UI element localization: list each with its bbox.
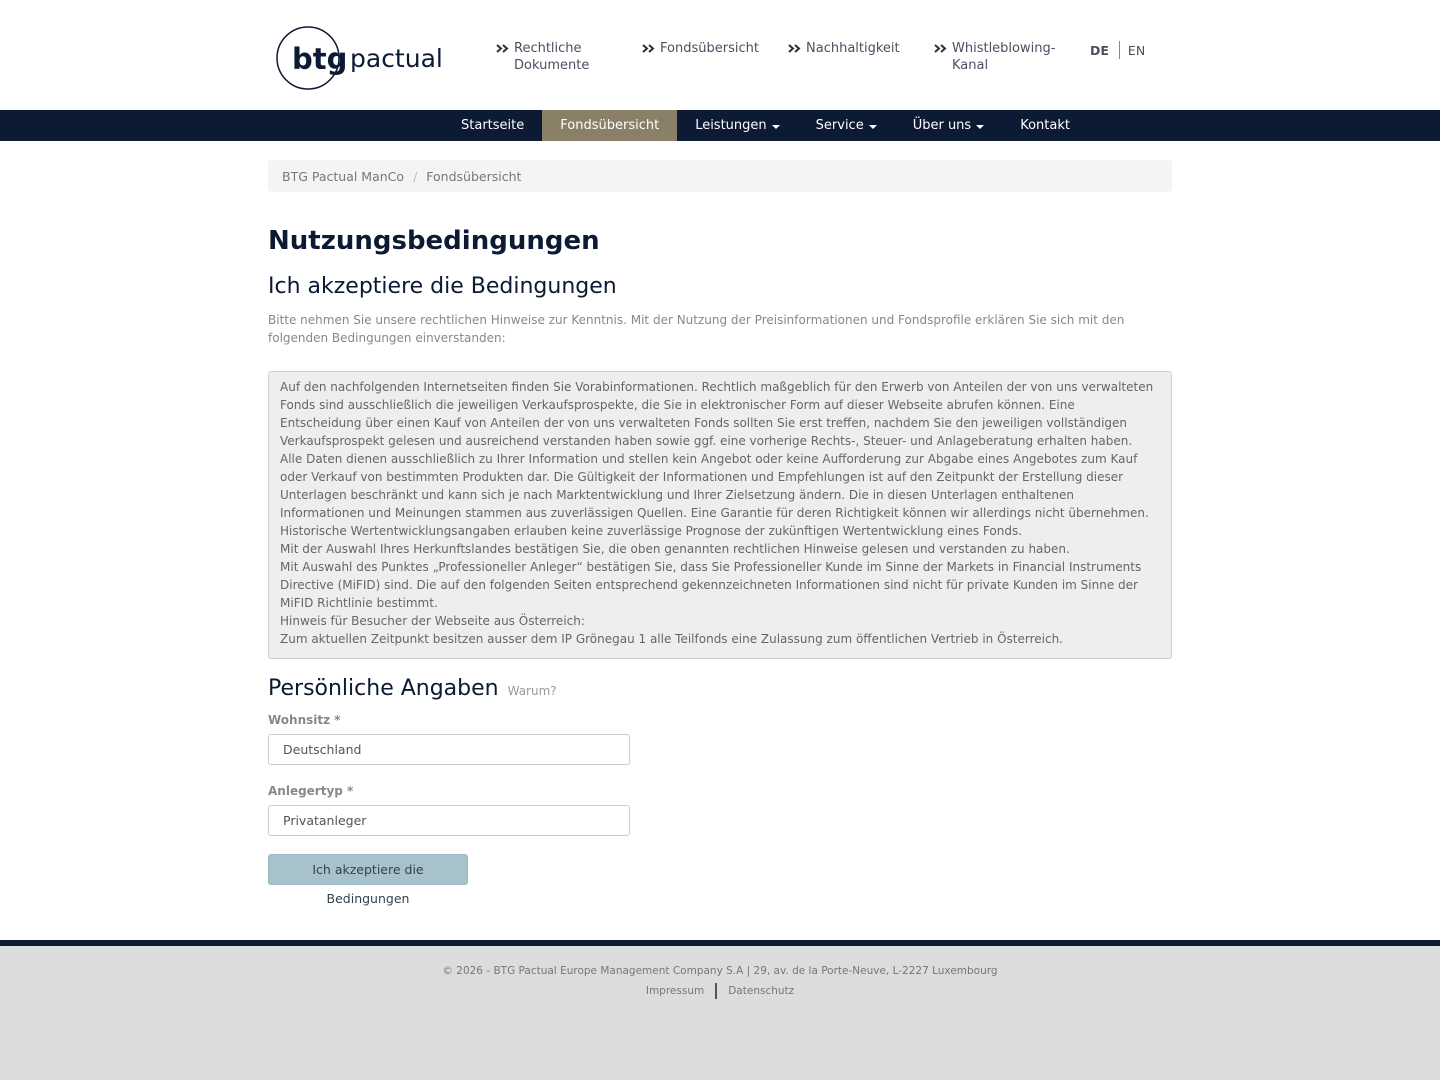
language-switch: [1090, 41, 1145, 59]
double-chevron-right-icon: [641, 40, 657, 57]
terms-paragraph: Zum aktuellen Zeitpunkt besitzen ausser dem IP Grönegau 1 alle Teilfonds eine Zulassung zum öffentlichen Vertrieb in Österreich.: [280, 632, 1063, 646]
accept-terms-button[interactable]: Ich akzeptiere die Bedingungen: [268, 854, 468, 885]
nav-label: Service: [815, 118, 864, 133]
section-title-accept: Ich akzeptiere die Bedingungen: [268, 274, 617, 299]
nav-label: Kontakt: [1020, 118, 1070, 133]
footer-link-separator: [715, 983, 717, 999]
section-title-personal: [268, 676, 557, 701]
terms-box[interactable]: [268, 371, 1172, 659]
caret-down-icon: [869, 125, 877, 129]
toplink-label: Rechtliche Dokumente: [514, 41, 590, 73]
lang-de[interactable]: DE: [1090, 42, 1109, 58]
footer-divider: [0, 940, 1440, 946]
terms-paragraph: Mit Auswahl des Punktes „Professioneller Anleger“ bestätigen Sie, dass Sie Professioneller Kunde im Sinne der Markets in Financial Instruments Directive (MiFID) sind. Die auf den folgenden Seiten entsprechend gekennzeichneten Informationen sind nicht für private Kunden im Sinne der MiFID Richtlinie bestimmt.: [280, 560, 1142, 610]
nav-label: Leistungen: [695, 118, 767, 133]
double-chevron-right-icon: [787, 40, 803, 57]
footer-link-datenschutz[interactable]: Datenschutz: [728, 985, 795, 997]
breadcrumb-item-current: Fondsübersicht: [426, 168, 522, 184]
intro-text: Bitte nehmen Sie unsere rechtlichen Hinweise zur Kenntnis. Mit der Nutzung der Preisinformationen und Fondsprofile erklären Sie sich mit den folgenden Bedingungen einverstanden:: [268, 313, 1125, 345]
nav-fondsuebersicht[interactable]: [542, 110, 677, 141]
toplink-label: Fondsübersicht: [660, 41, 759, 56]
personal-title: Persönliche Angaben: [268, 676, 499, 701]
lang-en[interactable]: EN: [1127, 42, 1146, 58]
double-chevron-right-icon: [933, 40, 949, 57]
nav-service[interactable]: [798, 110, 895, 141]
footer-link-impressum[interactable]: Impressum: [645, 985, 705, 997]
toplink-nachhaltigkeit[interactable]: [787, 40, 900, 57]
toplink-label: Whistleblowing- Kanal: [952, 41, 1056, 73]
toplink-whistleblowing[interactable]: [933, 40, 1055, 74]
logo-text-btg: btg: [292, 42, 348, 76]
toplink-fondsuebersicht[interactable]: [641, 40, 759, 57]
terms-paragraph: Mit der Auswahl Ihres Herkunftslandes bestätigen Sie, die oben genannten rechtlichen Hinweise gelesen und verstanden zu haben.: [280, 542, 1070, 556]
nav-kontakt[interactable]: [1002, 110, 1088, 141]
main-navbar: [0, 110, 1440, 141]
nav-leistungen[interactable]: [677, 110, 797, 141]
residence-label: Wohnsitz *: [268, 713, 341, 727]
page-title: Nutzungsbedingungen: [268, 226, 600, 256]
nav-label: Startseite: [461, 118, 525, 133]
toplink-rechtliche-dokumente[interactable]: [495, 40, 589, 74]
footer-links: [0, 983, 1440, 999]
investor-type-select[interactable]: Privatanleger: [268, 805, 630, 836]
double-chevron-right-icon: [495, 40, 511, 57]
why-link[interactable]: Warum?: [507, 684, 557, 698]
nav-ueber-uns[interactable]: [895, 110, 1003, 141]
nav-startseite[interactable]: [443, 110, 542, 141]
footer-copyright: © 2026 - BTG Pactual Europe Management Company S.A | 29, av. de la Porte-Neuve, L-2227 Luxembourg: [442, 965, 998, 977]
btg-pactual-logo[interactable]: [276, 26, 446, 90]
toplink-label: Nachhaltigkeit: [806, 41, 900, 56]
breadcrumb-separator: /: [413, 168, 418, 184]
terms-paragraph: Alle Daten dienen ausschließlich zu Ihrer Information und stellen kein Angebot oder keine Aufforderung zur Abgabe eines Angebotes zum Kauf oder Verkauf von bestimmten Produkten dar. Die Gültigkeit der Informationen und Empfehlungen ist auf den Zeitpunkt der Erstellung dieser Unterlagen beschränkt und kann sich je nach Marktentwicklung und Ihrer Zielsetzung ändern. Die in diesen Unterlagen enthaltenen Informationen und Meinungen stammen aus zuverlässigen Quellen. Eine Garantie für deren Richtigkeit können wir allerdings nicht übernehmen. Historische Wertentwicklungsangaben erlauben keine zuverlässige Prognose der zukünftigen Wertentwicklung eines Fonds.: [280, 452, 1149, 538]
residence-select[interactable]: Deutschland: [268, 734, 630, 765]
nav-label: Fondsübersicht: [560, 118, 660, 133]
terms-paragraph: Hinweis für Besucher der Webseite aus Österreich:: [280, 614, 585, 628]
caret-down-icon: [772, 125, 780, 129]
nav-label: Über uns: [912, 118, 972, 133]
breadcrumb: [268, 160, 1172, 192]
caret-down-icon: [976, 125, 984, 129]
breadcrumb-item-home[interactable]: BTG Pactual ManCo: [282, 168, 405, 184]
terms-paragraph: Auf den nachfolgenden Internetseiten finden Sie Vorabinformationen. Rechtlich maßgeblich für den Erwerb von Anteilen der von uns verwalteten Fonds sind ausschließlich die jeweiligen Verkaufsprospekte, die Sie in elektronischer Form auf dieser Webseite abrufen können. Eine Entscheidung über einen Kauf von Anteilen der von uns verwalteten Fonds sollten Sie erst treffen, nachdem Sie den jeweiligen vollständigen Verkaufsprospekt gelesen und ausreichend verstanden haben sowie ggf. eine vorherige Rechts-, Steuer- und Anlageberatung erhalten haben.: [280, 380, 1154, 448]
investor-type-label: Anlegertyp *: [268, 784, 354, 798]
logo-text-pactual: pactual: [350, 44, 443, 73]
header: [0, 0, 1440, 110]
